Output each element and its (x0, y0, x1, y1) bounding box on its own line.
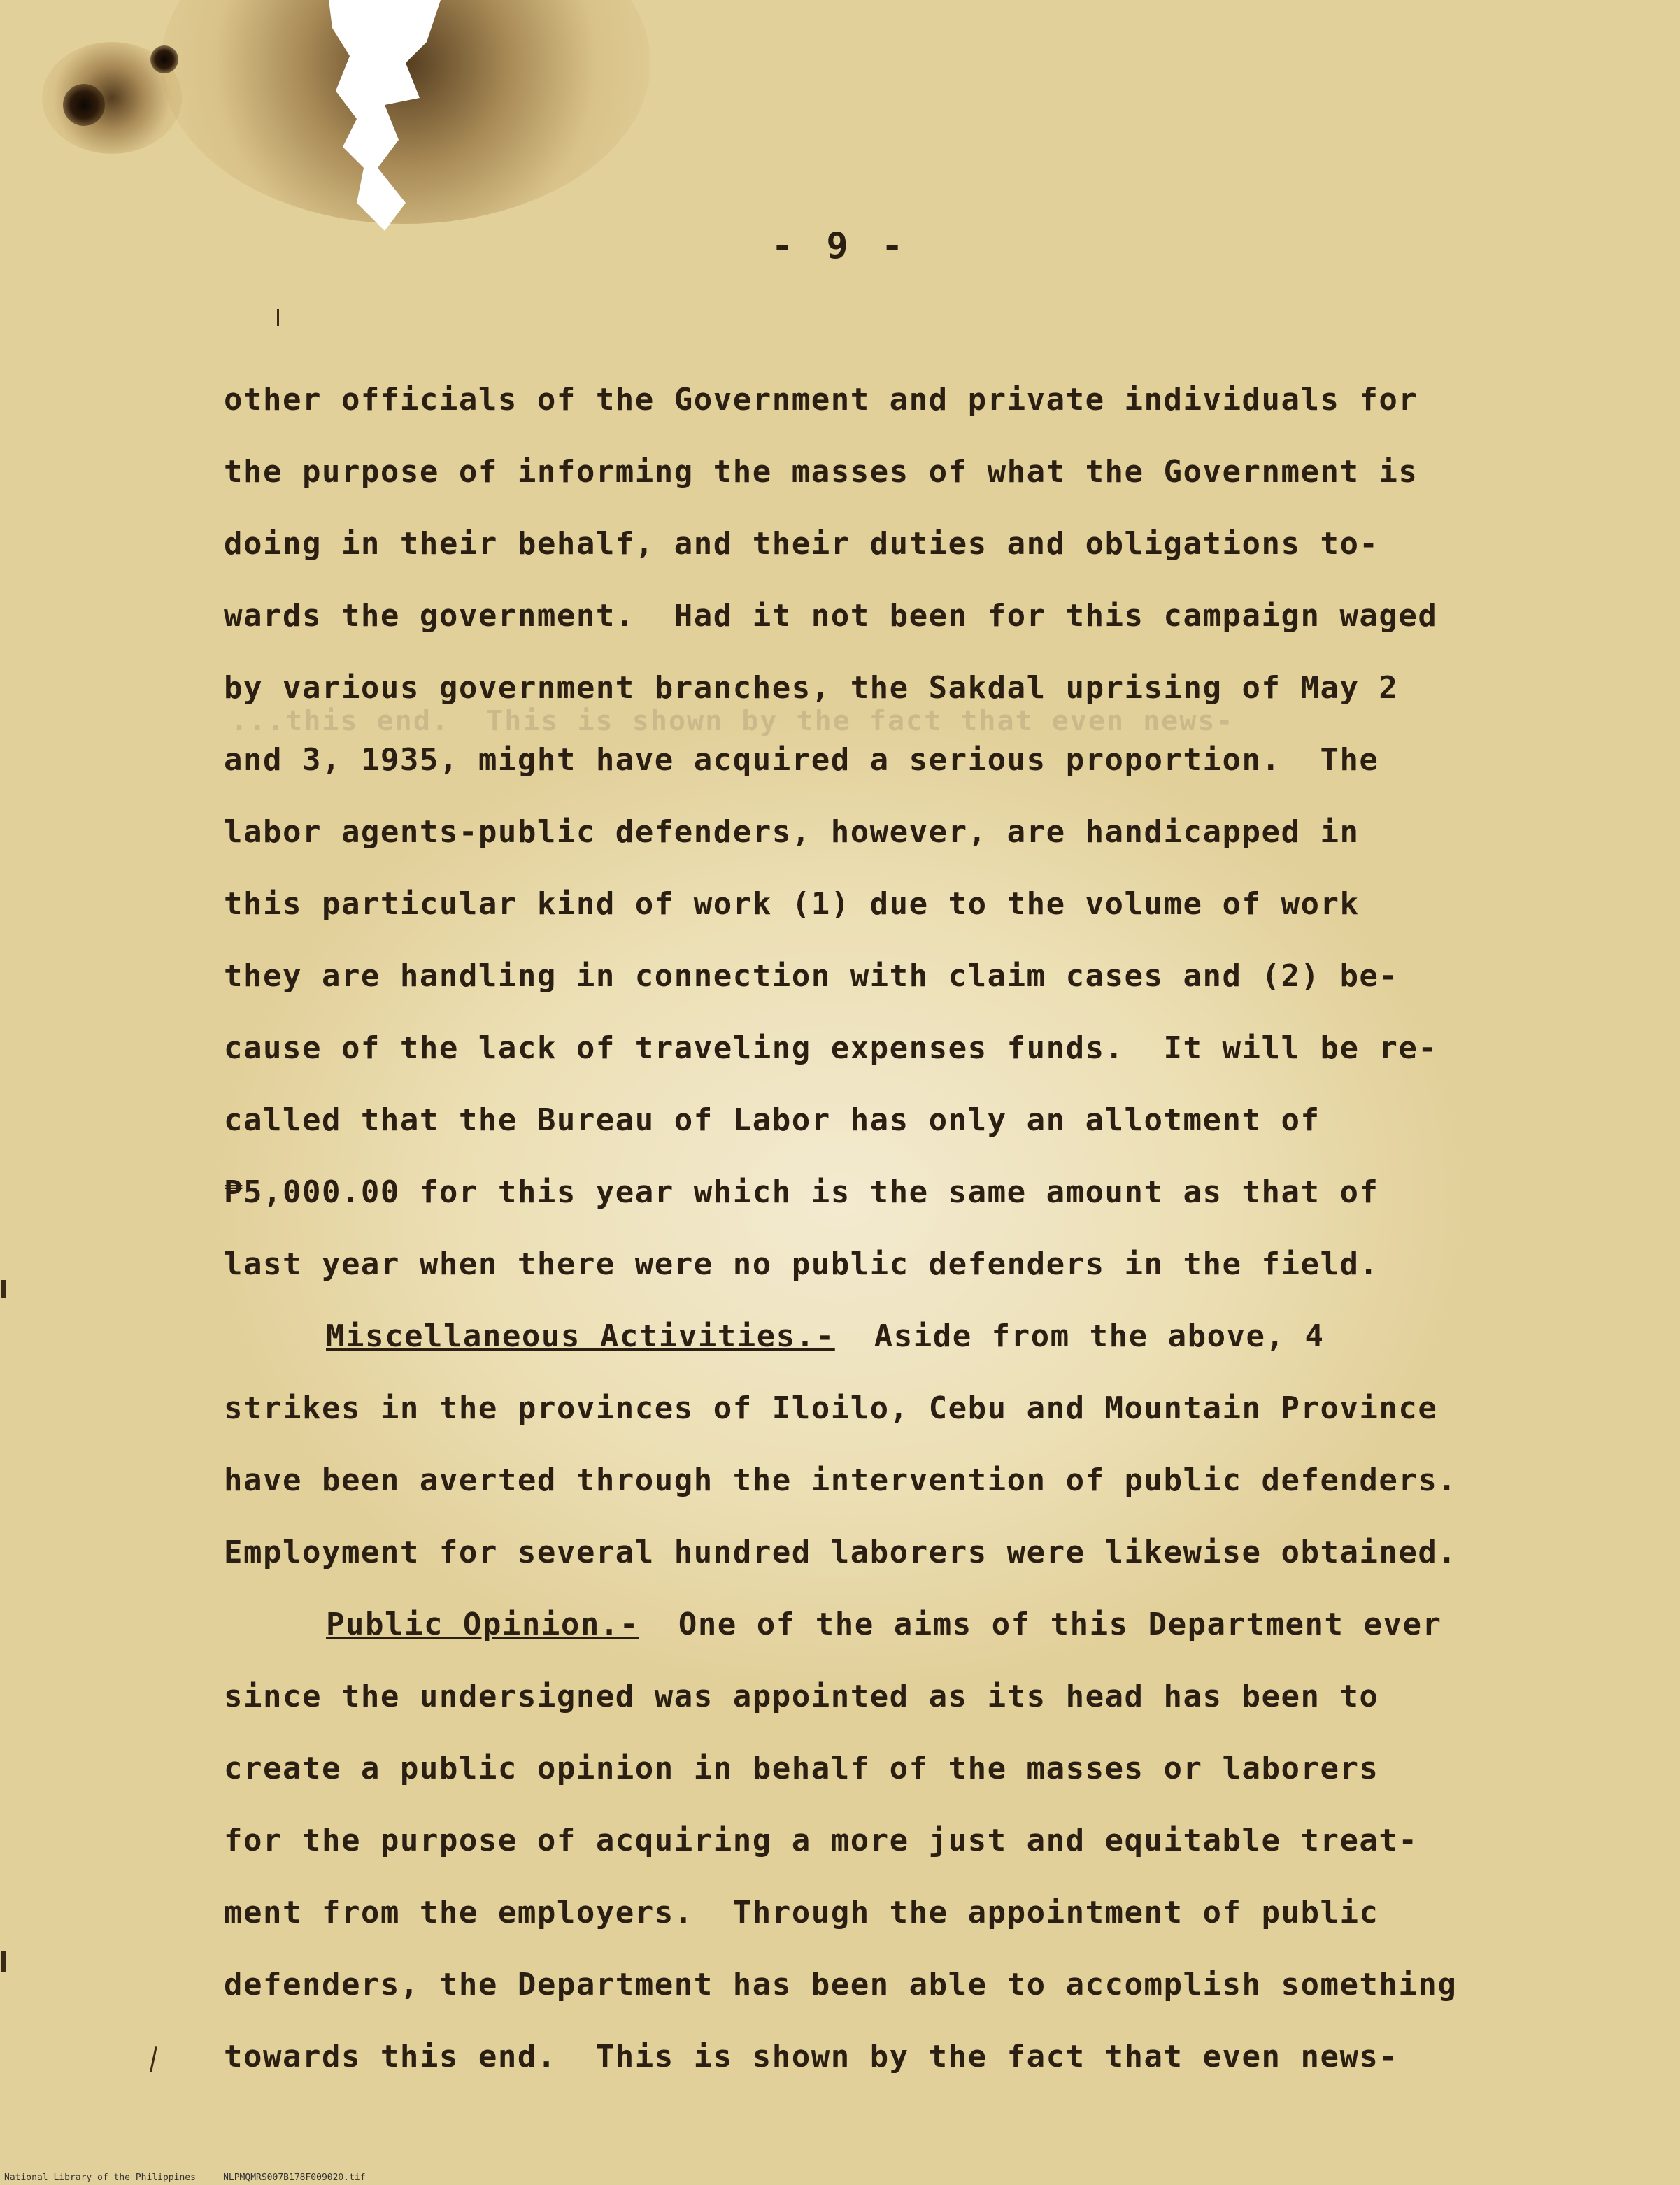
misc-activities-heading: Miscellaneous Activities.- (326, 1318, 835, 1354)
text-line: ment from the employers. Through the appointment of public (224, 1895, 1379, 1930)
text-line: have been averted through the intervention of public defenders. (224, 1462, 1458, 1498)
text-line: the purpose of informing the masses of what the Government is (224, 454, 1418, 490)
archive-footer: National Library of the Philippines NLPMQMRS007B178F009020.tif (4, 2172, 366, 2183)
text-line: create a public opinion in behalf of the masses or laborers (224, 1751, 1379, 1786)
edge-mark (1, 1280, 6, 1298)
text-line: towards this end. This is shown by the fact that even news- (224, 2039, 1399, 2074)
text-line: doing in their behalf, and their duties and obligations to- (224, 526, 1379, 562)
stray-mark (277, 309, 279, 326)
text-line: for the purpose of acquiring a more just and equitable treat- (224, 1823, 1418, 1858)
text-line: other officials of the Government and private individuals for (224, 382, 1418, 418)
misc-activities-line (224, 1300, 1588, 1372)
document-body (224, 364, 1588, 2093)
page-number: - 9 - (771, 225, 909, 267)
public-opinion-line (224, 1588, 1588, 1660)
text-line: Employment for several hundred laborers were likewise obtained. (224, 1535, 1458, 1570)
text-line: labor agents-public defenders, however, are handicapped in (224, 814, 1360, 850)
text-line: last year when there were no public defenders in the field. (224, 1246, 1379, 1282)
text-line: cause of the lack of traveling expenses funds. It will be re- (224, 1030, 1438, 1066)
burn-hole-small (150, 45, 178, 73)
text-line: called that the Bureau of Labor has only an allotment of (224, 1102, 1320, 1138)
text-line: ₱5,000.00 for this year which is the same amount as that of (224, 1174, 1379, 1210)
misc-activities-text: Aside from the above, 4 (834, 1318, 1325, 1354)
public-opinion-text: One of the aims of this Department ever (639, 1607, 1442, 1642)
text-line: strikes in the provinces of Iloilo, Cebu and Mountain Province (224, 1390, 1438, 1426)
text-line: since the undersigned was appointed as its head has been to (224, 1679, 1379, 1714)
text-line: this particular kind of work (1) due to the volume of work (224, 886, 1360, 922)
bleed-through-text: ...this end. This is shown by the fact that even news- (231, 705, 1234, 737)
text-line: defenders, the Department has been able to accomplish something (224, 1967, 1458, 2002)
public-opinion-heading: Public Opinion.- (326, 1607, 639, 1642)
text-line: they are handling in connection with claim cases and (2) be- (224, 958, 1399, 994)
text-line: and 3, 1935, might have acquired a serious proportion. The (224, 742, 1379, 778)
text-line: wards the government. Had it not been for this campaign waged (224, 598, 1438, 634)
text-line: by various government branches, the Sakdal uprising of May 2 (224, 670, 1399, 706)
edge-mark (1, 1951, 6, 1972)
burn-hole (63, 84, 105, 126)
